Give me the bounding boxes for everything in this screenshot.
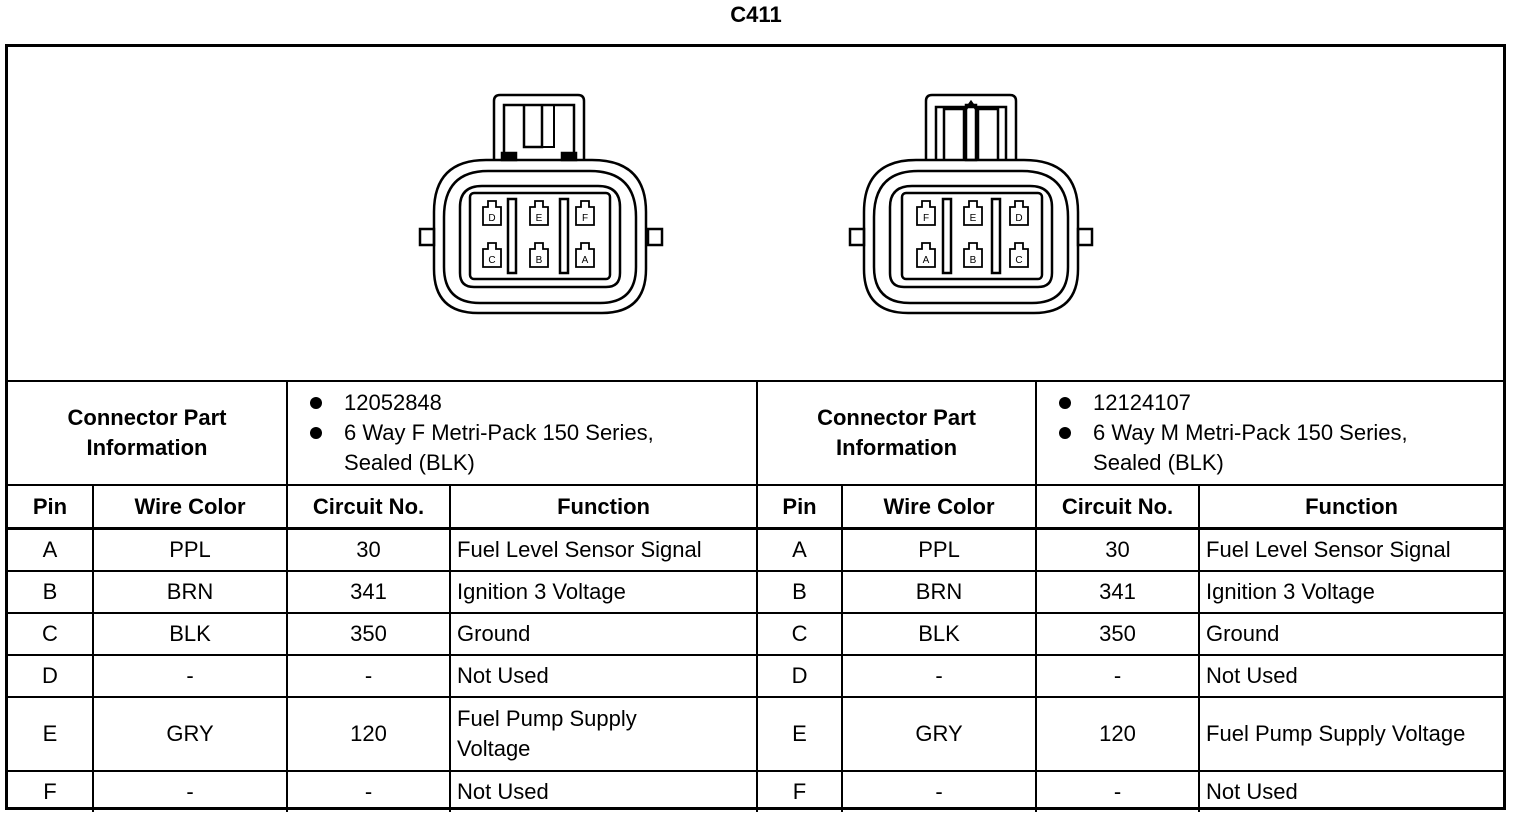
right-circuit-cell: 30 — [1036, 529, 1199, 572]
left-circuit-cell: 350 — [287, 613, 450, 655]
cavity-letter: E — [535, 213, 543, 224]
table-row — [8, 655, 1503, 697]
cavity-letter: A — [922, 255, 930, 266]
left-function-cell: Fuel Level Sensor Signal — [450, 529, 757, 572]
connector-part-info-right — [1036, 381, 1503, 485]
header-wire-right: Wire Color — [842, 485, 1036, 529]
header-function-right: Function — [1199, 485, 1503, 529]
right-function-cell: Fuel Pump Supply Voltage — [1199, 697, 1503, 771]
left-pin-cell: C — [8, 613, 93, 655]
connector-part-info-label-left — [8, 381, 287, 485]
connector-face-views — [8, 47, 1503, 380]
cavity-right-E — [964, 201, 982, 225]
right-wire-cell: BRN — [842, 571, 1036, 613]
table-row — [8, 571, 1503, 613]
header-circuit-right: Circuit No. — [1036, 485, 1199, 529]
connector-sheet — [5, 44, 1506, 810]
female-cavity-grid — [483, 201, 594, 267]
cavity-left-E — [530, 201, 548, 225]
part-description-right: 6 Way M Metri-Pack 150 Series, Sealed (BLK) — [1057, 418, 1463, 478]
left-circuit-cell: 341 — [287, 571, 450, 613]
right-wire-cell: BLK — [842, 613, 1036, 655]
header-pin-right: Pin — [757, 485, 842, 529]
right-function-cell: Not Used — [1199, 655, 1503, 697]
connector-title: C411 — [730, 2, 782, 27]
cavity-letter: A — [581, 255, 589, 266]
cavity-letter: B — [969, 255, 977, 266]
cavity-letter: C — [488, 255, 496, 266]
right-circuit-cell: - — [1036, 771, 1199, 812]
cavity-right-C — [1010, 243, 1028, 267]
left-pin-cell: E — [8, 697, 93, 771]
left-wire-cell: BRN — [93, 571, 287, 613]
right-wire-cell: GRY — [842, 697, 1036, 771]
left-pin-cell: D — [8, 655, 93, 697]
table-row — [8, 771, 1503, 812]
header-pin-left: Pin — [8, 485, 93, 529]
cavity-left-C — [483, 243, 501, 267]
cavity-letter: F — [581, 213, 589, 224]
left-pin-cell: F — [8, 771, 93, 812]
table-header-row — [8, 485, 1503, 529]
right-circuit-cell: 341 — [1036, 571, 1199, 613]
right-wire-cell: PPL — [842, 529, 1036, 572]
male-connector-face — [850, 95, 1092, 313]
right-function-cell: Not Used — [1199, 771, 1503, 812]
cavity-left-D — [483, 201, 501, 225]
cavity-letter: F — [922, 213, 930, 224]
right-wire-cell: - — [842, 655, 1036, 697]
cavity-letter: E — [969, 213, 977, 224]
right-pin-cell: F — [757, 771, 842, 812]
cavity-letter: B — [535, 255, 543, 266]
header-wire-left: Wire Color — [93, 485, 287, 529]
part-number-left: 12052848 — [308, 388, 756, 418]
right-circuit-cell: 350 — [1036, 613, 1199, 655]
right-function-cell: Fuel Level Sensor Signal — [1199, 529, 1503, 572]
connector-part-info-left-text: Connector Part Information — [67, 405, 227, 460]
left-function-cell: Fuel Pump Supply Voltage — [450, 697, 757, 771]
right-wire-cell: - — [842, 771, 1036, 812]
cavity-left-F — [576, 201, 594, 225]
right-pin-cell: C — [757, 613, 842, 655]
connector-part-info-right-text: Connector Part Information — [817, 405, 976, 460]
left-wire-cell: - — [93, 655, 287, 697]
male-cavity-grid — [917, 201, 1028, 267]
left-wire-cell: BLK — [93, 613, 287, 655]
left-function-cell: Ground — [450, 613, 757, 655]
right-pin-cell: B — [757, 571, 842, 613]
left-wire-cell: PPL — [93, 529, 287, 572]
left-wire-cell: - — [93, 771, 287, 812]
table-row — [8, 529, 1503, 572]
cavity-left-B — [530, 243, 548, 267]
left-function-cell: Not Used — [450, 655, 757, 697]
right-circuit-cell: - — [1036, 655, 1199, 697]
left-circuit-cell: 30 — [287, 529, 450, 572]
part-number-right: 12124107 — [1057, 388, 1503, 418]
right-pin-cell: E — [757, 697, 842, 771]
part-description-left: 6 Way F Metri-Pack 150 Series, Sealed (BLK) — [308, 418, 714, 478]
right-function-cell: Ignition 3 Voltage — [1199, 571, 1503, 613]
right-pin-cell: D — [757, 655, 842, 697]
left-pin-cell: B — [8, 571, 93, 613]
left-pin-cell: A — [8, 529, 93, 572]
table-row — [8, 697, 1503, 771]
cavity-letter: D — [1015, 213, 1023, 224]
left-wire-cell: GRY — [93, 697, 287, 771]
cavity-right-B — [964, 243, 982, 267]
right-pin-cell: A — [757, 529, 842, 572]
right-circuit-cell: 120 — [1036, 697, 1199, 771]
left-function-cell: Not Used — [450, 771, 757, 812]
left-circuit-cell: - — [287, 771, 450, 812]
pinout-table — [8, 380, 1503, 812]
female-connector-face — [420, 95, 662, 313]
left-function-cell: Ignition 3 Voltage — [450, 571, 757, 613]
cavity-right-F — [917, 201, 935, 225]
table-row — [8, 613, 1503, 655]
right-function-cell: Ground — [1199, 613, 1503, 655]
cavity-letter: D — [488, 213, 496, 224]
header-function-left: Function — [450, 485, 757, 529]
left-circuit-cell: - — [287, 655, 450, 697]
connector-part-info-label-right — [757, 381, 1036, 485]
connector-part-info-left — [287, 381, 757, 485]
cavity-left-A — [576, 243, 594, 267]
cavity-right-A — [917, 243, 935, 267]
header-circuit-left: Circuit No. — [287, 485, 450, 529]
left-circuit-cell: 120 — [287, 697, 450, 771]
cavity-letter: C — [1015, 255, 1023, 266]
cavity-right-D — [1010, 201, 1028, 225]
